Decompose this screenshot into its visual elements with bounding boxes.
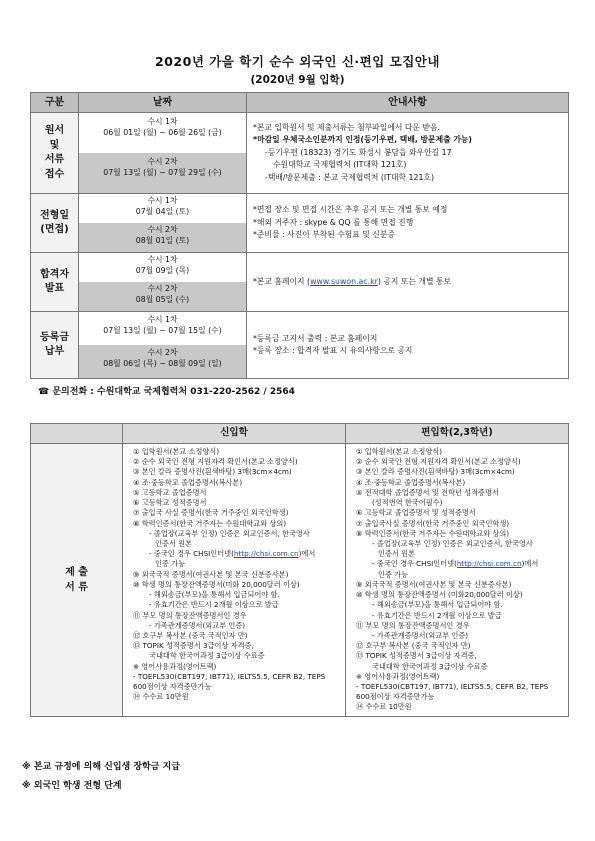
schedule-table [30, 92, 569, 379]
document-item: ⑩ 학생 명의 통장잔액증명서(미화 20,000달러 이상) [133, 579, 300, 589]
transfer-documents [346, 444, 569, 717]
document-item: ⑨ 외국국적 증명서(여권사본 및 본국 신분증사본) [356, 579, 512, 589]
document-item: ⑧ 학력인증서(한국 거주자는 수원대학교와 상의) [356, 528, 510, 538]
documents-table [30, 423, 569, 717]
footnote-admission-stage: ※ 외국인 학생 전형 단계 [22, 781, 122, 791]
row-category: 등록금 납부 [31, 312, 79, 379]
document-item: ③ 본인 칼라 증명사진(흰색바탕) 3매(3cm×4cm) [356, 467, 515, 477]
document-item: ① 입학원서(본교 소정양식) [133, 447, 220, 456]
document-item: ⑧ 학력인증서(한국 거주자는 수원대학교와 상의) [133, 518, 287, 528]
document-item: - 유효기간은 반드시 2개월 이상으로 발급 [149, 600, 279, 610]
document-item: ⑫ 호구부 복사본 (중국 국적인자 만) [356, 641, 471, 651]
table-row [31, 113, 569, 194]
document-item: ② 순수 외국인 전형 지원자격 확인서(본교 소정양식) [133, 457, 298, 467]
document-item: (성적번역 한국어필수) [372, 498, 443, 508]
row-dates: 수시 1차 06월 01일 (월) ~ 06월 26일 (금) 수시 2차 07월 13일 (월) ~ 07월 29일 (수) [79, 113, 247, 194]
table-row [31, 253, 569, 312]
document-item: ⑬ TOPIK 성적증명서 3급이상 자격증, [133, 641, 254, 651]
page-subtitle: (2020년 9월 입학) [250, 74, 345, 86]
document-item: ⑤ 전적대학 졸업증명서 및 전학년 성적증명서 [356, 487, 499, 497]
header-date: 날짜 [79, 93, 247, 113]
document-item: ⑥ 고등학교 졸업증명서 및 성적증명서 [356, 508, 476, 518]
document-item: ⑦ 출입국사실 증명서(한국 거주중인 외국인학생) [356, 518, 510, 528]
document-item: 인증 가능 [155, 559, 186, 569]
row-info: *본교 홈페이지 (www.suwon.ac.kr) 공지 또는 개별 통보 [247, 253, 569, 312]
document-item: ⑪ 부모 명의 통장잔액증명서인 경우 [133, 610, 247, 620]
documents-category: 제 출 서 류 [31, 444, 123, 717]
document-item: - 해외송금(부모)을 통해서 입금되어야 함. [372, 600, 503, 610]
homepage-link[interactable]: www.suwon.ac.kr [310, 276, 378, 286]
document-item: 600점이상 자격증만가능 [356, 692, 435, 702]
document-item: - 중국인 경우 CHSI인터넷(http://chsi.com.cn)에서 [372, 559, 539, 569]
document-item: ⑪ 부모 명의 통장잔액증명서인 경우 [356, 620, 470, 630]
document-item: ⑤ 고등학교 졸업증명서 [133, 487, 207, 497]
header-transfer: 편입학(2,3학년) [346, 424, 569, 444]
document-item: ⑭ 수수료 10만원 [356, 702, 412, 712]
header-category: 구분 [31, 93, 79, 113]
document-item: ③ 본인 칼라 증명사진(흰색바탕) 3매(3cm×4cm) [133, 467, 292, 477]
document-item: 600점이상 자격증만가능 [133, 682, 212, 692]
header-freshman: 신입학 [123, 424, 346, 444]
document-item: 인증 가능 [378, 569, 409, 579]
chsi-link[interactable]: http://chsi.com.cn [456, 559, 522, 569]
document-item: 인증서 원본 [378, 549, 416, 559]
document-item: - TOEFL530(CBT197, IBT71), IELTS5.5, CEFR B2, TEPS [133, 671, 326, 681]
document-item: - 해외송금(부모)을 통해서 입금되어야 함. [149, 590, 280, 600]
freshman-documents [123, 444, 346, 717]
document-item: 국내대학 한국어과정 3급이상 수료증 [149, 651, 265, 661]
contact-line: ☎ 문의전화 : 수원대학교 국제협력처 031-220-2562 / 2564 [38, 387, 295, 397]
row-info: *등록금 고지서 출력 : 본교 홈페이지 *등록 장소 : 합격자 발표 시 유의사항으로 공지 [247, 312, 569, 379]
document-item: - 졸업장(교육부 인정) 인증은 외교인증서, 한국영사 [372, 538, 533, 548]
document-item: ⑨ 외국국적 증명서(여권사본 및 본국 신분증사본) [133, 569, 289, 579]
document-item: ④ 조·중등학교 졸업증명서(복사본) [133, 477, 243, 487]
row-category: 전형일 (면접) [31, 194, 79, 253]
document-item: - TOEFL530(CBT197, IBT71), IELTS5.5, CEFR B2, TEPS [356, 682, 549, 692]
document-item: - 졸업장(교육부 인정) 인증은 외교인증서, 한국영사 [149, 528, 310, 538]
document-item: ※ 영어사용과정(영어트랙) [356, 671, 440, 681]
page-title: 2020년 가을 학기 순수 외국인 신·편입 모집안내 [155, 54, 440, 69]
chsi-link[interactable]: http://chsi.com.cn [233, 549, 299, 559]
footnote-scholarship: ※ 본교 규정에 의해 신입생 장학금 지급 [22, 762, 180, 772]
header-info: 안내사항 [247, 93, 569, 113]
document-item: ⑬ TOPIK 성적증명서 3급이상 자격증, [356, 651, 477, 661]
header-empty [31, 424, 123, 444]
document-item: - 중국인 경우 CHSI인터넷(http://chsi.com.cn)에서 [149, 549, 316, 559]
document-item: - 유효기간은 반드시 2개월 이상으로 발급 [372, 610, 502, 620]
table-row [31, 444, 569, 717]
document-item: ⑦ 출입국 사실 증명서(한국 거주중인 외국인학생) [133, 508, 289, 518]
row-category: 원서 및 서류 접수 [31, 113, 79, 194]
document-item: 인증서 원본 [155, 538, 193, 548]
document-item: ⑥ 고등학교 성적증명서 [133, 498, 207, 508]
document-item: 국내대학 한국어과정 3급이상 수료증 [372, 661, 488, 671]
document-item: ② 순수 외국인 전형 지원자격 확인서(본교 소정양식) [356, 457, 521, 467]
document-item: - 가족관계증명서(외교부 인증) [149, 620, 246, 630]
table-row [31, 194, 569, 253]
row-category: 합격자 발표 [31, 253, 79, 312]
row-dates: 수시 1차 07월 04일 (토) 수시 2차 08월 01일 (토) [79, 194, 247, 253]
document-item: ⑭ 수수료 10만원 [133, 692, 189, 702]
row-dates: 수시 1차 07월 13일 (월) ~ 07월 15일 (수) 수시 2차 08월 06일 (목) ~ 08월 09일 (일) [79, 312, 247, 379]
document-item: - 가족관계증명서(외교부 인증) [372, 630, 469, 640]
document-item: ⑩ 학생 명의 통장잔액증명서 (미화20,000달러 이상) [356, 590, 523, 600]
row-info: *면접 장소 및 면접 시간은 추후 공지 또는 개별 통보 예정 *해외 거주자 : skype & QQ 를 통해 면접 진행 *준비물 : 사진이 부착된 수험표 및 신분증 [247, 194, 569, 253]
telephone-icon: ☎ [38, 387, 50, 397]
document-item: ④ 조·중등학교 졸업증명서(복사본) [356, 477, 466, 487]
document-item: ⑫ 호구부 복사본 (중국 국적인자 만) [133, 630, 248, 640]
document-item: ① 입학원서(본교 소정양식) [356, 447, 443, 456]
row-dates: 수시 1차 07월 09일 (목) 수시 2차 08월 05일 (수) [79, 253, 247, 312]
row-info: *본교 입학원서 및 제출서류는 첨부파일에서 다운 받음. *마감일 우체국소인분까지 인정(등기우편, 택배, 방문제출 가능) -등기우편 (18323) 경기도 화성시 봉담읍 와우안길 17 수원대학교 국제협력처 (IT대학 121호) -택배/방문제출 : 본교 국제협력처 (IT대학 121호) [247, 113, 569, 194]
table-row [31, 312, 569, 379]
document-item: ※ 영어사용과정(영어트랙) [133, 661, 217, 671]
